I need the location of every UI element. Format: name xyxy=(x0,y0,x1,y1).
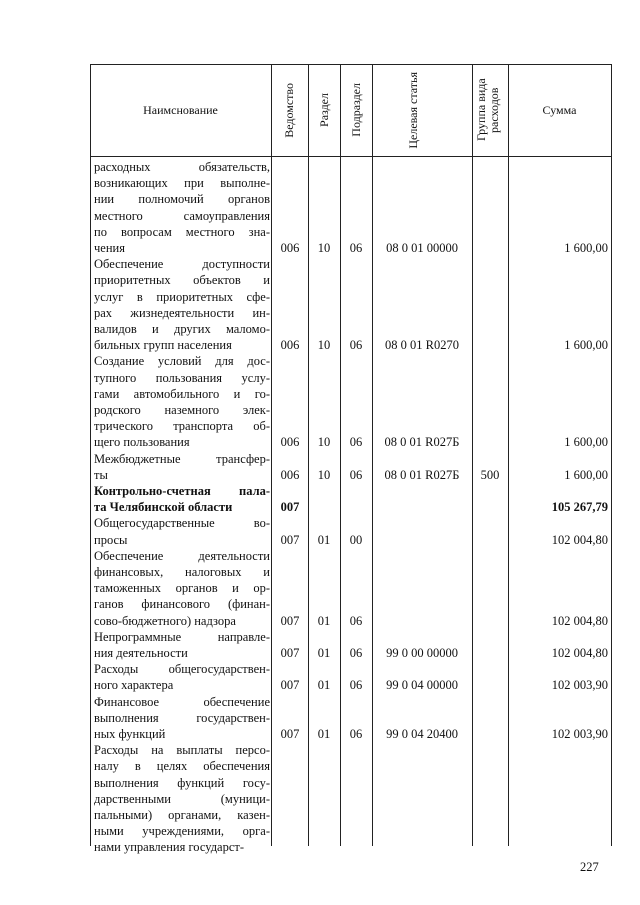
row-razdel: 10 xyxy=(317,435,331,450)
row-summa: 1 600,00 xyxy=(564,435,608,450)
row-celevaya: 08 0 01 R0270 xyxy=(385,338,459,353)
row-name-line: тупного пользования услу- xyxy=(94,370,270,385)
row-name xyxy=(94,694,270,743)
row-ved: 007 xyxy=(280,726,300,741)
row-podrazdel: 00 xyxy=(349,532,363,547)
row-name-line: ных функций xyxy=(94,727,166,741)
row-name xyxy=(94,353,270,450)
row-name-line: нами управления государст- xyxy=(94,840,245,855)
table-row xyxy=(90,694,612,743)
table-row xyxy=(90,256,612,353)
row-razdel: 01 xyxy=(317,726,331,741)
row-name-line: ными учреждениями, орга- xyxy=(94,824,270,839)
row-name-line: чения xyxy=(94,241,125,256)
header-divider xyxy=(90,156,612,157)
row-name-line: дарственными (муници- xyxy=(94,791,270,806)
row-ved: 006 xyxy=(280,338,300,353)
row-summa: 102 004,80 xyxy=(551,532,608,547)
row-name-line: ты xyxy=(94,467,108,482)
header-summa xyxy=(508,64,611,156)
row-podrazdel: 06 xyxy=(349,678,363,693)
table-row xyxy=(90,159,612,256)
table-row xyxy=(90,661,612,693)
header-razdel xyxy=(308,64,340,156)
row-name-line: возникающих при выполне- xyxy=(94,176,270,191)
row-name-line: финансовых, налоговых и xyxy=(94,565,270,579)
row-celevaya: 99 0 04 00000 xyxy=(386,678,458,693)
row-gruppa: 500 xyxy=(480,467,500,482)
header-podrazdel-label: Подраздел xyxy=(348,83,363,137)
row-podrazdel: 06 xyxy=(349,613,363,628)
header-ved-label: Ведомство xyxy=(282,82,296,138)
row-name-line: Межбюджетные трансфер- xyxy=(94,451,270,466)
row-name-line: Обеспечение деятельности xyxy=(94,548,270,563)
row-name-line: Общегосударственные во- xyxy=(94,516,270,531)
row-name-line: сово-бюджетного) надзора xyxy=(94,613,236,628)
row-ved: 007 xyxy=(280,613,300,628)
row-summa: 102 004,80 xyxy=(551,613,608,628)
row-razdel: 01 xyxy=(317,645,331,660)
row-name-line: родского наземного элек- xyxy=(94,403,270,417)
table-row xyxy=(90,483,612,515)
table-row xyxy=(90,629,612,661)
row-name xyxy=(94,661,270,693)
table-row xyxy=(90,548,612,629)
table-row xyxy=(90,515,612,547)
row-name-line: ния деятельности xyxy=(94,646,188,660)
row-name-line: выполнения государствен- xyxy=(94,710,270,725)
row-name-line: Финансовое обеспечение xyxy=(94,694,270,709)
row-summa: 1 600,00 xyxy=(564,338,608,353)
table-row xyxy=(90,742,612,855)
header-name xyxy=(90,64,271,156)
row-podrazdel: 06 xyxy=(349,726,363,741)
row-name-line: бильных групп населения xyxy=(94,338,232,353)
budget-table xyxy=(90,64,612,855)
row-name xyxy=(94,742,270,855)
row-name-line: выполнения функций госу- xyxy=(94,775,270,790)
row-name xyxy=(94,159,270,256)
row-podrazdel: 06 xyxy=(349,338,363,353)
row-name-line: Обеспечение доступности xyxy=(94,257,270,272)
row-summa: 102 004,80 xyxy=(551,645,608,660)
row-name-line: пальными) органами, казен- xyxy=(94,808,270,822)
row-ved: 006 xyxy=(280,241,300,255)
row-name xyxy=(94,483,270,515)
row-name-line: ганов финансового (финан- xyxy=(94,597,270,612)
table-row xyxy=(90,451,612,483)
row-name-line: валидов и других маломо- xyxy=(94,322,270,336)
page-number: 227 xyxy=(580,860,599,874)
row-name xyxy=(94,629,270,661)
row-name-line: Расходы на выплаты персо- xyxy=(94,743,270,758)
row-ved: 007 xyxy=(280,500,300,515)
row-name-line: Создание условий для дос- xyxy=(94,354,270,369)
row-ved: 006 xyxy=(280,435,300,450)
row-celevaya: 08 0 01 00000 xyxy=(386,241,458,255)
row-ved: 007 xyxy=(280,532,300,547)
row-celevaya: 08 0 01 R027Б xyxy=(384,435,460,450)
row-celevaya: 08 0 01 R027Б xyxy=(384,467,460,482)
row-name-line: по вопросам местного зна- xyxy=(94,224,270,239)
row-name-line: рах жизнедеятельности ин- xyxy=(94,305,270,320)
row-name-line: та Челябинской области xyxy=(94,500,233,515)
header-celevaya-label: Целевая статья xyxy=(406,71,420,149)
row-ved: 007 xyxy=(280,678,300,693)
row-razdel: 10 xyxy=(317,467,331,482)
header-name-label: Наимснование xyxy=(143,102,218,117)
row-name xyxy=(94,451,270,483)
header-gruppa xyxy=(472,64,508,156)
header-razdel-label: Раздел xyxy=(316,93,331,127)
header-celevaya xyxy=(372,64,472,156)
row-summa: 1 600,00 xyxy=(564,241,608,255)
table-row xyxy=(90,353,612,450)
row-summa: 105 267,79 xyxy=(551,500,608,515)
row-name-line: местного самоуправления xyxy=(94,208,270,223)
row-podrazdel: 06 xyxy=(349,435,363,450)
row-name-line: Контрольно-счетная пала- xyxy=(94,484,270,498)
row-podrazdel: 06 xyxy=(349,467,363,482)
row-name xyxy=(94,548,270,629)
row-summa: 102 003,90 xyxy=(551,726,608,741)
row-name-line: гами автомобильного и го- xyxy=(94,386,270,401)
row-name-line: расходных обязательств, xyxy=(94,160,270,174)
header-podrazdel xyxy=(340,64,372,156)
row-name-line: приоритетных объектов и xyxy=(94,273,270,288)
row-podrazdel: 06 xyxy=(349,241,363,255)
row-ved: 006 xyxy=(280,467,300,482)
row-razdel: 01 xyxy=(317,613,331,628)
row-name xyxy=(94,256,270,353)
row-name-line: ного характера xyxy=(94,678,174,693)
row-name-line: нии полномочий органов xyxy=(94,192,270,207)
row-summa: 102 003,90 xyxy=(551,678,608,693)
row-name-line: налу в целях обеспечения xyxy=(94,759,270,774)
row-podrazdel: 06 xyxy=(349,645,363,660)
row-name-line: просы xyxy=(94,532,128,547)
row-name-line: щего пользования xyxy=(94,435,190,450)
row-name-line: таможенных органов и ор- xyxy=(94,581,270,596)
row-name-line: Непрограммные направле- xyxy=(94,629,270,644)
row-name-line: услуг в приоритетных сфе- xyxy=(94,289,270,304)
row-name-line: трического транспорта об- xyxy=(94,419,270,434)
row-ved: 007 xyxy=(280,645,300,660)
row-razdel: 01 xyxy=(317,678,331,693)
row-name xyxy=(94,515,270,547)
header-gruppa-label: Группа вида расходов xyxy=(474,78,501,142)
header-ved xyxy=(271,64,308,156)
row-celevaya: 99 0 04 20400 xyxy=(386,726,458,741)
row-razdel: 10 xyxy=(317,241,331,255)
row-celevaya: 99 0 00 00000 xyxy=(386,645,458,660)
row-razdel: 10 xyxy=(317,338,331,353)
row-summa: 1 600,00 xyxy=(564,467,608,482)
row-razdel: 01 xyxy=(317,532,331,547)
header-summa-label: Сумма xyxy=(542,102,577,117)
row-name-line: Расходы общегосударствен- xyxy=(94,662,270,677)
